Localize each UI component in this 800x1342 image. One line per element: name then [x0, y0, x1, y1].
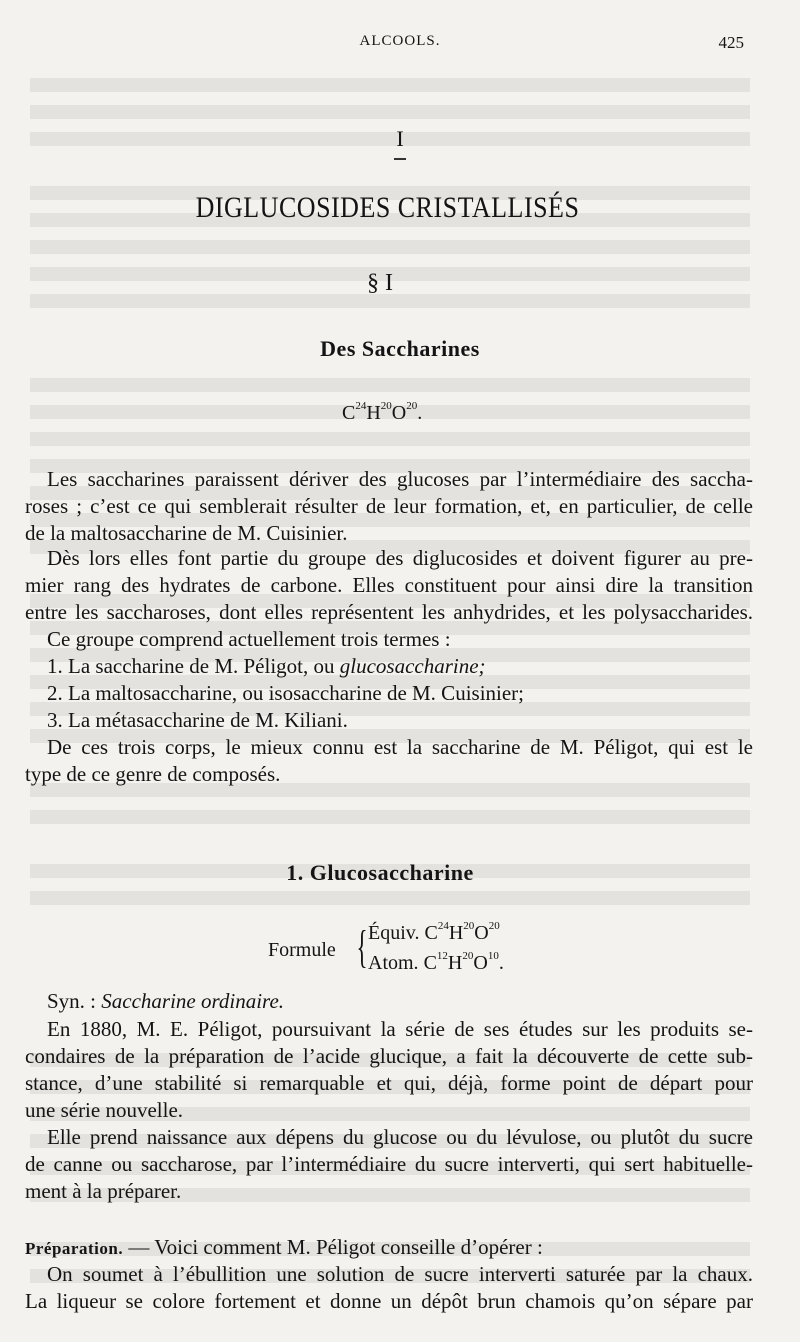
equiv-h: H [448, 922, 464, 944]
formula-end: . [417, 402, 423, 424]
list-item-1-text: 1. La saccharine de M. Péligot, ou [47, 654, 340, 678]
synonym-italic: Saccharine ordinaire. [101, 989, 285, 1013]
formula-atom [368, 952, 504, 975]
list-item-2: 2. La maltosaccharine, ou isosaccharine de M. Cuisinier; [47, 681, 525, 705]
text-line: On soumet à l’ébullition une solution de sucre interverti saturée par la chaux. [47, 1262, 753, 1286]
atom-end: . [498, 952, 504, 974]
formula-equiv [368, 922, 500, 945]
text-line: roses ; c’est ce qui semblerait résulter de leur formation, et, en particulier, de celle [25, 494, 753, 518]
text-line: Ce groupe comprend actuellement trois termes : [47, 627, 451, 651]
paragraph-2 [25, 545, 753, 626]
formula-o-index: 20 [406, 400, 418, 412]
equiv-c: C [424, 922, 438, 944]
running-header: ALCOOLS. [359, 33, 441, 49]
text-line: mier rang des hydrates de carbone. Elles constituent pour ainsi dire la transition [25, 573, 753, 597]
equiv-c-index: 24 [437, 920, 449, 932]
formula-c: C [342, 402, 356, 424]
text-line: entre les saccharoses, dont elles représentent les anhydrides, et les polysaccharides. [25, 600, 753, 624]
section-subtitle: Des Saccharines [320, 336, 480, 361]
paragraph-4 [25, 734, 753, 788]
equiv-label: Équiv. [368, 922, 425, 944]
atom-o-index: 10 [487, 950, 499, 962]
equiv-o-index: 20 [488, 920, 500, 932]
paragraph-5 [25, 1016, 753, 1124]
text-line: de canne ou saccharose, par l’intermédiaire du sucre interverti, qui sert habituelle- [25, 1152, 753, 1176]
synonym-line [25, 988, 753, 1015]
text-line: type de ce genre de composés. [25, 762, 281, 786]
text-line: ment à la préparer. [25, 1179, 182, 1203]
text-line: Dès lors elles font partie du groupe des diglucosides et doivent figurer au pre- [47, 546, 753, 570]
paragraph-6 [25, 1124, 753, 1205]
formula-c-index: 24 [355, 400, 367, 412]
list-item-1 [25, 653, 753, 680]
text-line: Elle prend naissance aux dépens du glucose ou du lévulose, ou plutôt du sucre [47, 1125, 753, 1149]
equiv-h-index: 20 [463, 920, 475, 932]
paragraph-1 [25, 466, 753, 547]
preparation-heading-line [25, 1234, 753, 1261]
preparation-heading: Préparation. [25, 1239, 124, 1258]
list-item-3: 3. La métasaccharine de M. Kiliani. [47, 708, 348, 732]
subsection-title: 1. Glucosaccharine [286, 860, 474, 885]
text-line: stance, d’une stabilité si remarquable et qui, déjà, forme point de départ pour [25, 1071, 753, 1095]
text-line: Les saccharines paraissent dériver des glucoses par l’intermédiaire des saccha- [47, 467, 753, 491]
formula-o: O [391, 402, 407, 424]
synonym [25, 988, 753, 1015]
preparation-paragraph [25, 1234, 753, 1315]
atom-c-index: 12 [436, 950, 448, 962]
text-line: de la maltosaccharine de M. Cuisinier. [25, 521, 348, 545]
formula-h: H [366, 402, 381, 424]
text-line: De ces trois corps, le mieux connu est la saccharine de M. Péligot, qui est le [47, 735, 753, 759]
chapter-number: I [396, 126, 404, 151]
text-line: condaires de la préparation de l’acide glucique, a fait la découverte de cette sub- [25, 1044, 753, 1068]
text-line: La liqueur se colore fortement et donne un dépôt brun chamois qu’on sépare par [25, 1289, 753, 1313]
atom-h-index: 20 [462, 950, 474, 962]
text-line: une série nouvelle. [25, 1098, 184, 1122]
section-mark: § I [367, 270, 393, 296]
paragraph-3 [25, 626, 753, 734]
atom-o: O [473, 952, 488, 974]
preparation-intro: — Voici comment M. Péligot conseille d’opérer : [123, 1235, 543, 1259]
formula-h-index: 20 [380, 400, 392, 412]
general-formula [342, 402, 422, 425]
chapter-title: DIGLUCOSIDES CRISTALLISÉS [195, 190, 580, 225]
equiv-o: O [474, 922, 489, 944]
synonym-prefix: Syn. : [47, 989, 102, 1013]
formula-label: Formule [268, 939, 336, 961]
formula-brace: { [356, 921, 368, 972]
list-item-1-italic: glucosaccharine; [339, 654, 486, 678]
atom-h: H [447, 952, 463, 974]
page-number: 425 [718, 33, 744, 52]
atom-c: C [423, 952, 437, 974]
separator-dash [394, 158, 406, 160]
text-line: En 1880, M. E. Péligot, poursuivant la série de ses études sur les produits se- [47, 1017, 753, 1041]
atom-label: Atom. [368, 952, 424, 974]
